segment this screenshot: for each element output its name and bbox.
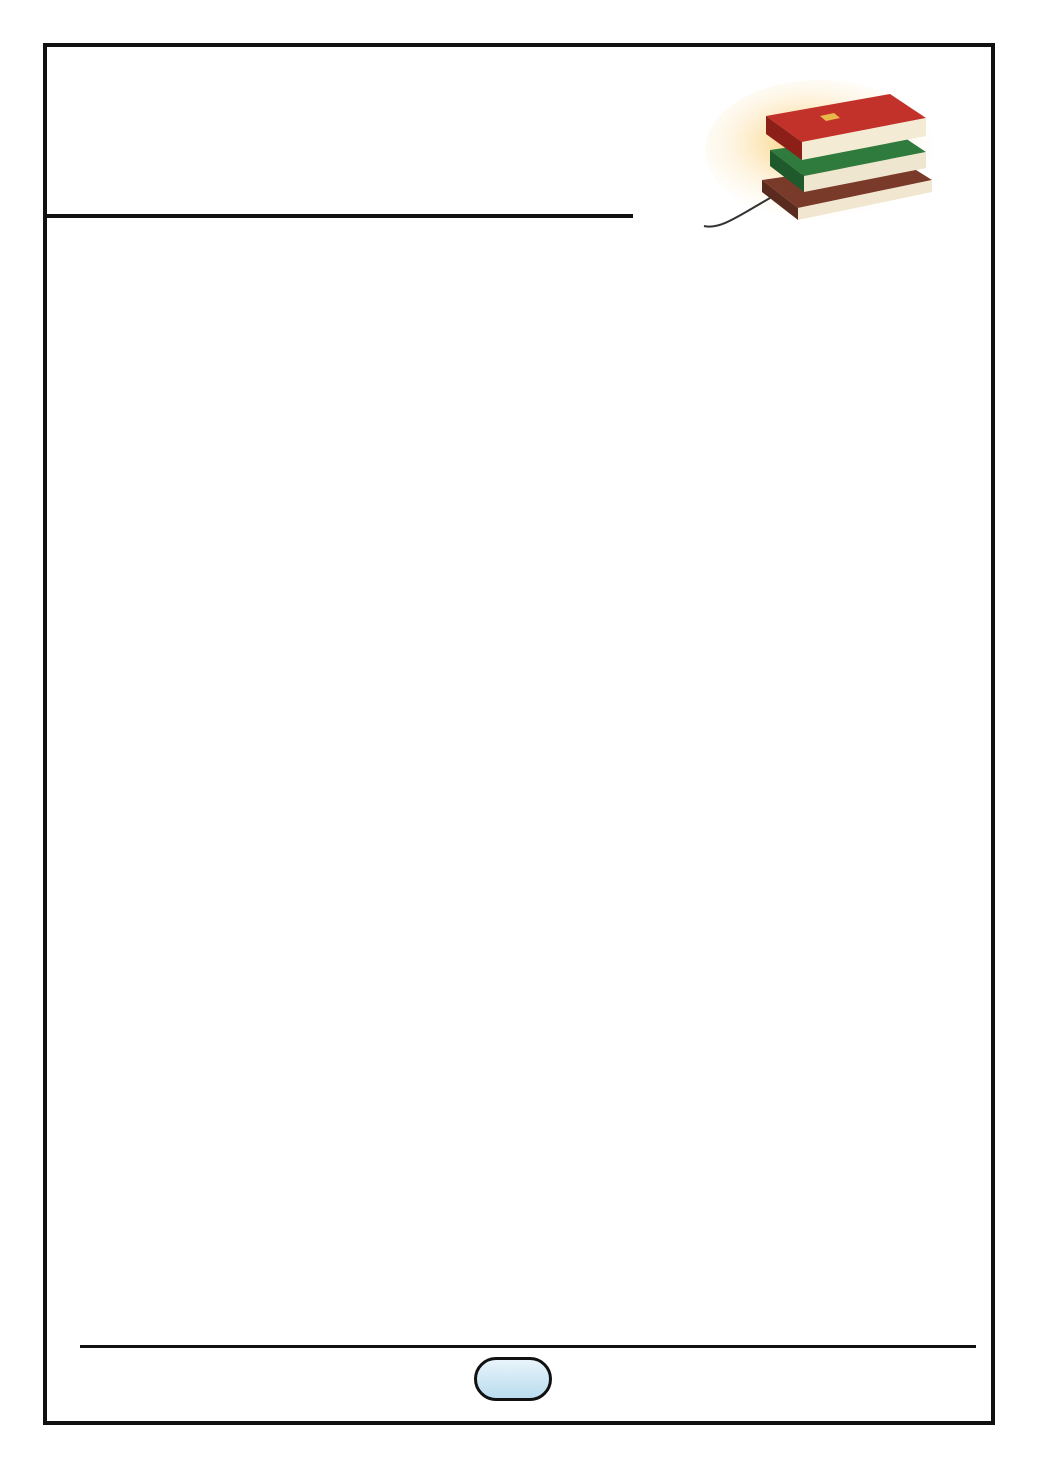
header-divider	[45, 214, 633, 218]
page-frame	[43, 43, 995, 1425]
books-icon	[700, 80, 945, 235]
page-number-badge	[474, 1357, 552, 1401]
footer-divider	[80, 1345, 976, 1348]
